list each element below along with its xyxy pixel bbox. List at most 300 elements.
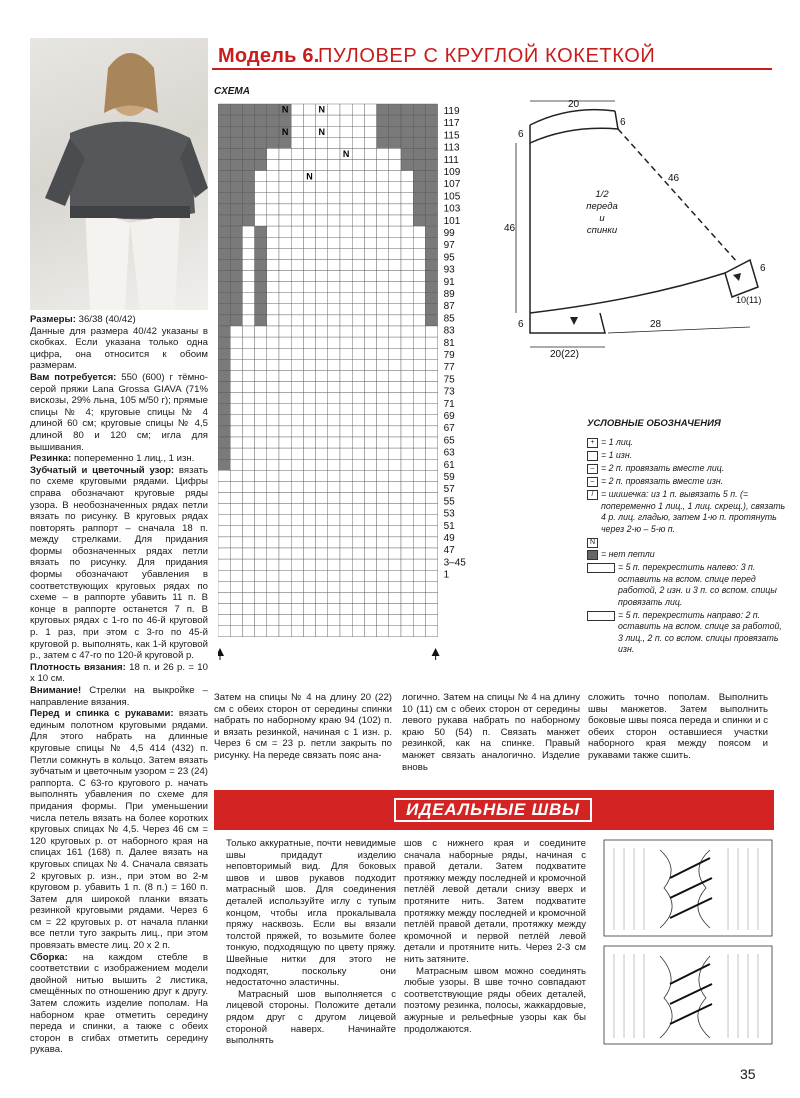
chart-cell — [364, 548, 376, 559]
chart-cell — [377, 592, 389, 603]
chart-cell — [413, 481, 425, 492]
chart-cell — [340, 259, 352, 270]
chart-cell — [267, 271, 279, 282]
chart-cell — [255, 537, 267, 548]
chart-cell — [401, 215, 413, 226]
chart-cell — [364, 626, 376, 637]
chart-cell — [377, 326, 389, 337]
chart-cell — [328, 437, 340, 448]
chart-row-number: 111 — [443, 154, 459, 166]
chart-cell — [316, 304, 328, 315]
chart-cell — [267, 359, 279, 370]
chart-cell-no-stitch — [218, 126, 230, 137]
chart-cell — [425, 559, 437, 570]
chart-cell — [328, 393, 340, 404]
chart-cell — [340, 193, 352, 204]
chart-cell — [291, 559, 303, 570]
chart-cell — [340, 171, 352, 182]
chart-cell — [218, 626, 230, 637]
chart-cell — [352, 504, 364, 515]
chart-cell — [279, 504, 291, 515]
chart-cell-no-stitch — [255, 293, 267, 304]
chart-cell — [377, 559, 389, 570]
chart-cell — [352, 137, 364, 148]
chart-cell — [242, 615, 254, 626]
chart-cell — [267, 160, 279, 171]
chart-cell — [413, 526, 425, 537]
chart-cell-no-stitch — [401, 137, 413, 148]
chart-cell — [316, 559, 328, 570]
chart-cell — [425, 626, 437, 637]
chart-cell — [279, 204, 291, 215]
chart-cell — [291, 526, 303, 537]
chart-cell — [352, 115, 364, 126]
chart-cell — [303, 626, 315, 637]
chart-cell — [267, 415, 279, 426]
chart-cell — [364, 204, 376, 215]
chart-cell — [316, 204, 328, 215]
chart-cell — [389, 404, 401, 415]
chart-cell-no-stitch — [218, 370, 230, 381]
chart-cell — [291, 193, 303, 204]
chart-cell — [389, 293, 401, 304]
chart-cell — [425, 359, 437, 370]
chart-cell — [291, 493, 303, 504]
chart-cell — [291, 504, 303, 515]
chart-cell — [218, 604, 230, 615]
chart-cell — [316, 437, 328, 448]
chart-cell — [328, 115, 340, 126]
chart-cell — [242, 315, 254, 326]
chart-cell-no-stitch — [425, 193, 437, 204]
banner-title: ИДЕАЛЬНЫЕ ШВЫ — [394, 798, 592, 822]
chart-symbol-n: N — [281, 126, 289, 137]
chart-row-number: 71 — [443, 398, 455, 410]
chart-cell — [389, 204, 401, 215]
chart-cell — [328, 160, 340, 171]
chart-cell — [352, 104, 364, 115]
chart-cell — [279, 293, 291, 304]
chart-cell-no-stitch — [230, 171, 242, 182]
chart-cell — [230, 337, 242, 348]
chart-cell-no-stitch — [255, 115, 267, 126]
chart-cell — [291, 148, 303, 159]
chart-row-number: 55 — [443, 496, 455, 508]
front-label: Перед и спинка с рукавами: — [30, 708, 174, 720]
chart-cell — [425, 615, 437, 626]
chart-cell — [230, 459, 242, 470]
chart-cell — [340, 104, 352, 115]
chart-cell — [328, 404, 340, 415]
chart-cell — [291, 426, 303, 437]
chart-cell — [364, 615, 376, 626]
seams-banner — [214, 790, 774, 830]
chart-cell — [255, 481, 267, 492]
chart-cell — [389, 415, 401, 426]
chart-cell — [230, 537, 242, 548]
chart-cell — [364, 148, 376, 159]
chart-cell — [328, 204, 340, 215]
chart-cell — [352, 415, 364, 426]
chart-cell — [316, 481, 328, 492]
chart-cell — [328, 171, 340, 182]
chart-cell — [242, 359, 254, 370]
chart-cell — [291, 470, 303, 481]
chart-cell — [401, 259, 413, 270]
chart-cell — [352, 370, 364, 381]
chart-cell — [291, 126, 303, 137]
chart-cell — [279, 393, 291, 404]
chart-cell — [352, 282, 364, 293]
chart-cell — [242, 382, 254, 393]
chart-cell — [242, 293, 254, 304]
chart-cell — [291, 615, 303, 626]
chart-cell — [242, 337, 254, 348]
chart-cell — [230, 326, 242, 337]
chart-cell — [389, 359, 401, 370]
chart-cell-no-stitch — [425, 171, 437, 182]
chart-cell-no-stitch — [267, 137, 279, 148]
chart-cell-no-stitch — [425, 237, 437, 248]
chart-cell — [340, 226, 352, 237]
chart-cell-no-stitch — [377, 137, 389, 148]
chart-cell-no-stitch — [425, 226, 437, 237]
chart-cell — [316, 504, 328, 515]
chart-row-number: 97 — [443, 240, 455, 252]
chart-cell — [352, 592, 364, 603]
chart-cell — [316, 337, 328, 348]
chart-cell-no-stitch — [230, 226, 242, 237]
chart-cell-no-stitch — [425, 215, 437, 226]
chart-cell — [340, 548, 352, 559]
chart-cell — [316, 237, 328, 248]
chart-cell-no-stitch — [401, 115, 413, 126]
chart-cell — [328, 370, 340, 381]
chart-cell — [352, 426, 364, 437]
chart-row-number: 61 — [443, 459, 455, 471]
chart-cell — [255, 615, 267, 626]
chart-cell — [364, 160, 376, 171]
chart-cell — [340, 426, 352, 437]
chart-cell — [425, 548, 437, 559]
chart-cell-no-stitch — [255, 248, 267, 259]
chart-cell — [340, 393, 352, 404]
chart-cell — [377, 370, 389, 381]
chart-cell — [255, 548, 267, 559]
chart-cell — [340, 204, 352, 215]
chart-cell — [352, 337, 364, 348]
chart-cell — [401, 626, 413, 637]
chart-cell — [218, 481, 230, 492]
chart-cell — [389, 348, 401, 359]
density-label: Плотность вязания: — [30, 661, 126, 673]
chart-cell — [401, 237, 413, 248]
schematic-cuff — [725, 260, 758, 297]
chart-cell — [316, 626, 328, 637]
chart-cell — [279, 548, 291, 559]
chart-cell — [401, 592, 413, 603]
chart-cell — [328, 215, 340, 226]
chart-cell — [291, 137, 303, 148]
chart-cell-no-stitch — [230, 115, 242, 126]
chart-cell — [364, 226, 376, 237]
chart-cell — [340, 382, 352, 393]
chart-cell-no-stitch — [230, 271, 242, 282]
chart-cell — [401, 615, 413, 626]
dim-bottom-band: 6 — [518, 319, 524, 330]
chart-cell-no-stitch — [255, 148, 267, 159]
chart-cell — [364, 337, 376, 348]
center-label-3: и — [599, 213, 605, 224]
chart-cell — [340, 448, 352, 459]
chart-cell — [291, 537, 303, 548]
chart-cell — [340, 437, 352, 448]
chart-cell — [401, 581, 413, 592]
legend — [587, 418, 787, 657]
chart-cell — [267, 304, 279, 315]
chart-cell — [352, 248, 364, 259]
chart-row-number: 1 — [443, 569, 450, 581]
chart-cell — [328, 237, 340, 248]
chart-cell — [389, 393, 401, 404]
chart-cell — [401, 393, 413, 404]
chart-cell — [364, 126, 376, 137]
chart-cell — [340, 470, 352, 481]
chart-cell — [279, 626, 291, 637]
chart-cell — [389, 459, 401, 470]
chart-cell — [255, 592, 267, 603]
chart-cell — [242, 604, 254, 615]
chart-cell — [401, 448, 413, 459]
chart-cell — [377, 148, 389, 159]
chart-cell — [303, 215, 315, 226]
chart-cell-no-stitch — [230, 215, 242, 226]
chart-cell — [255, 626, 267, 637]
chart-cell — [279, 526, 291, 537]
chart-cell — [364, 282, 376, 293]
chart-cell — [377, 193, 389, 204]
chart-cell — [255, 437, 267, 448]
chart-cell — [377, 626, 389, 637]
chart-cell — [255, 415, 267, 426]
chart-cell-no-stitch — [401, 160, 413, 171]
chart-row-number: 75 — [443, 374, 455, 386]
chart-cell-no-stitch — [230, 204, 242, 215]
chart-cell — [389, 426, 401, 437]
chart-cell — [340, 215, 352, 226]
chart-cell — [291, 304, 303, 315]
chart-cell — [364, 559, 376, 570]
chart-cell — [401, 370, 413, 381]
legend-item: – = 2 п. провязать вместе изн. — [587, 476, 787, 488]
chart-cell — [389, 493, 401, 504]
chart-cell — [242, 326, 254, 337]
chart-cell — [291, 626, 303, 637]
chart-cell — [389, 182, 401, 193]
chart-cell — [328, 359, 340, 370]
chart-cell — [328, 271, 340, 282]
chart-cell — [364, 426, 376, 437]
chart-cell — [352, 393, 364, 404]
chart-cell — [328, 326, 340, 337]
chart-cell-no-stitch — [425, 148, 437, 159]
chart-cell — [389, 259, 401, 270]
chart-cell-no-stitch — [413, 148, 425, 159]
chart-cell — [389, 515, 401, 526]
chart-row-number: 93 — [443, 264, 455, 276]
chart-cell — [377, 426, 389, 437]
chart-cell — [364, 348, 376, 359]
chart-cell — [377, 459, 389, 470]
chart-cell — [413, 282, 425, 293]
chart-cell — [279, 470, 291, 481]
chart-cell — [413, 493, 425, 504]
chart-row-number: 73 — [443, 386, 455, 398]
chart-cell — [303, 315, 315, 326]
chart-cell — [303, 104, 315, 115]
chart-cell — [389, 237, 401, 248]
legend-item: / = шишечка: из 1 п. вывязать 5 п. (= попеременно 1 лиц., 1 лиц. скрещ.), связать 4 р. лиц. гладью, затем 1-ю п. протянуть через 2-ю – 5-ю п. — [587, 489, 787, 535]
chart-cell-no-stitch — [255, 304, 267, 315]
model-photo — [30, 38, 208, 310]
chart-cell-no-stitch — [218, 437, 230, 448]
chart-cell — [291, 204, 303, 215]
chart-cell — [364, 315, 376, 326]
chart-cell-no-stitch — [425, 304, 437, 315]
chart-cell-no-stitch — [389, 104, 401, 115]
chart-cell — [316, 493, 328, 504]
chart-cell — [328, 470, 340, 481]
schematic-hem-band — [530, 313, 605, 333]
chart-cell — [364, 248, 376, 259]
chart-cell — [413, 615, 425, 626]
chart-cell — [425, 481, 437, 492]
chart-cell — [279, 459, 291, 470]
chart-cell — [377, 481, 389, 492]
chart-row-number: 91 — [443, 276, 455, 288]
chart-cell — [401, 182, 413, 193]
chart-cell — [389, 581, 401, 592]
chart-cell — [303, 370, 315, 381]
chart-cell — [377, 315, 389, 326]
chart-cell — [352, 437, 364, 448]
chart-cell — [242, 526, 254, 537]
chart-cell — [340, 137, 352, 148]
chart-cell — [255, 515, 267, 526]
chart-cell — [364, 115, 376, 126]
chart-cell — [303, 592, 315, 603]
chart-cell — [279, 615, 291, 626]
chart-cell — [413, 470, 425, 481]
chart-cell — [401, 526, 413, 537]
chart-cell — [230, 359, 242, 370]
chart-cell — [303, 404, 315, 415]
chart-cell — [291, 248, 303, 259]
chart-cell — [352, 182, 364, 193]
chart-cell — [364, 537, 376, 548]
chart-cell — [279, 326, 291, 337]
chart-cell — [303, 248, 315, 259]
chart-cell-no-stitch — [242, 160, 254, 171]
chart-cell — [328, 626, 340, 637]
chart-cell — [364, 137, 376, 148]
chart-cell — [291, 182, 303, 193]
chart-cell-no-stitch — [218, 148, 230, 159]
chart-cell — [291, 160, 303, 171]
chart-cell-no-stitch — [218, 193, 230, 204]
chart-cell — [303, 570, 315, 581]
title-name: ПУЛОВЕР С КРУГЛОЙ КОКЕТКОЙ — [318, 45, 656, 67]
chart-cell — [364, 493, 376, 504]
chart-cell — [401, 559, 413, 570]
chart-cell-no-stitch — [218, 204, 230, 215]
chart-cell — [377, 615, 389, 626]
chart-cell-no-stitch — [218, 104, 230, 115]
chart-cell — [340, 570, 352, 581]
chart-cell-no-stitch — [413, 215, 425, 226]
chart-cell-no-stitch — [401, 148, 413, 159]
chart-cell — [255, 182, 267, 193]
chart-cell — [316, 537, 328, 548]
chart-cell — [303, 526, 315, 537]
chart-cell — [352, 615, 364, 626]
chart-cell — [413, 237, 425, 248]
chart-cell — [255, 581, 267, 592]
chart-cell — [279, 182, 291, 193]
chart-cell — [425, 393, 437, 404]
chart-cell — [291, 226, 303, 237]
chart-row-number: 3–45 — [443, 557, 466, 569]
chart-cell-no-stitch — [425, 126, 437, 137]
chart-cell — [242, 304, 254, 315]
chart-symbol-n: N — [306, 171, 313, 182]
chart-cell — [303, 481, 315, 492]
chart-cell — [340, 604, 352, 615]
chart-cell — [230, 481, 242, 492]
chart-cell — [230, 626, 242, 637]
chart-cell — [267, 326, 279, 337]
chart-cell — [303, 148, 315, 159]
chart-cell — [425, 515, 437, 526]
page-number: 35 — [740, 1066, 756, 1082]
chart-cell — [389, 592, 401, 603]
chart-cell — [279, 348, 291, 359]
chart-cell — [218, 504, 230, 515]
chart-cell — [401, 481, 413, 492]
chart-cell — [364, 581, 376, 592]
chart-cell — [255, 215, 267, 226]
knitting-chart — [218, 100, 468, 660]
chart-cell-no-stitch — [255, 315, 267, 326]
chart-cell — [352, 459, 364, 470]
chart-cell — [389, 559, 401, 570]
chart-cell-no-stitch — [218, 237, 230, 248]
chart-cell — [389, 481, 401, 492]
chart-cell — [279, 493, 291, 504]
chart-cell — [328, 182, 340, 193]
chart-cell — [413, 426, 425, 437]
chart-row-number: 119 — [443, 106, 460, 117]
chart-cell — [340, 504, 352, 515]
chart-cell — [377, 404, 389, 415]
chart-cell — [316, 271, 328, 282]
chart-row-number: 65 — [443, 435, 455, 447]
chart-cell-no-stitch — [230, 104, 242, 115]
chart-cell — [267, 259, 279, 270]
chart-cell — [401, 293, 413, 304]
chart-cell-no-stitch — [230, 315, 242, 326]
chart-cell — [328, 382, 340, 393]
